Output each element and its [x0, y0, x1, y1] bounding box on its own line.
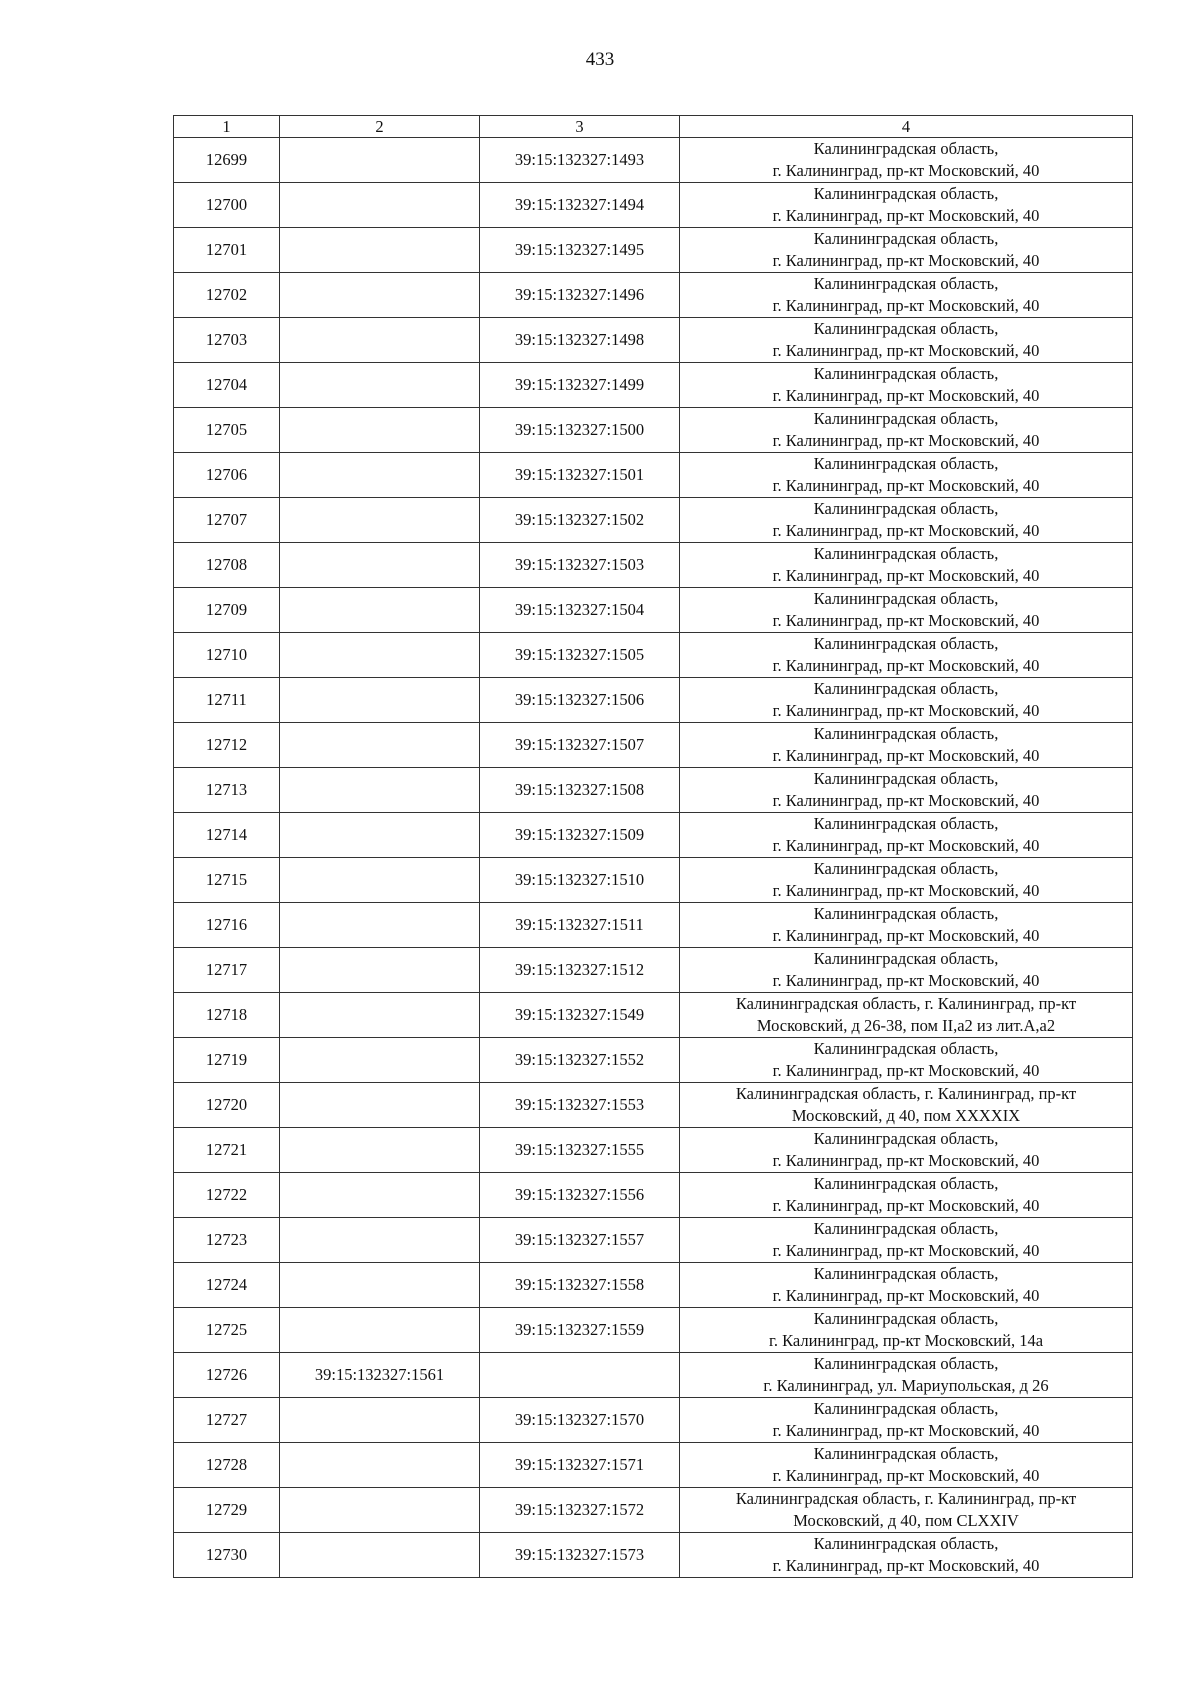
column-2-cell	[280, 1173, 480, 1218]
row-number-cell: 12724	[174, 1263, 280, 1308]
column-2-cell	[280, 183, 480, 228]
cadastral-number-cell: 39:15:132327:1512	[480, 948, 680, 993]
address-line: г. Калининград, пр-кт Московский, 40	[772, 746, 1040, 765]
address-cell	[680, 183, 1133, 228]
column-2-cell	[280, 363, 480, 408]
table-row	[174, 633, 1133, 678]
row-number-cell: 12701	[174, 228, 280, 273]
cadastral-number-cell: 39:15:132327:1570	[480, 1398, 680, 1443]
address-line: Калининградская область,	[813, 544, 999, 563]
address-line: Калининградская область,	[813, 1534, 999, 1553]
column-2-cell	[280, 453, 480, 498]
header-cell-2: 2	[280, 116, 480, 138]
address-line: Калининградская область,	[813, 634, 999, 653]
address-line: г. Калининград, пр-кт Московский, 40	[772, 791, 1040, 810]
column-2-cell	[280, 813, 480, 858]
row-number-cell: 12729	[174, 1488, 280, 1533]
address-cell	[680, 1263, 1133, 1308]
row-number-cell: 12714	[174, 813, 280, 858]
address-line: г. Калининград, пр-кт Московский, 14а	[768, 1331, 1044, 1350]
table-row	[174, 858, 1133, 903]
column-2-cell	[280, 588, 480, 633]
address-cell	[680, 678, 1133, 723]
row-number-cell: 12723	[174, 1218, 280, 1263]
column-2-cell	[280, 408, 480, 453]
address-cell	[680, 1173, 1133, 1218]
row-number-cell: 12716	[174, 903, 280, 948]
column-2-cell	[280, 228, 480, 273]
column-2-cell	[280, 903, 480, 948]
address-cell	[680, 768, 1133, 813]
cadastral-number-cell: 39:15:132327:1508	[480, 768, 680, 813]
address-line: Калининградская область,	[813, 814, 999, 833]
cadastral-number-cell: 39:15:132327:1509	[480, 813, 680, 858]
address-cell	[680, 948, 1133, 993]
table-row	[174, 1533, 1133, 1578]
cadastral-number-cell	[480, 1353, 680, 1398]
address-line: Калининградская область,	[813, 139, 999, 158]
column-2-cell	[280, 498, 480, 543]
address-line: Калининградская область,	[813, 274, 999, 293]
row-number-cell: 12709	[174, 588, 280, 633]
address-line: Калининградская область,	[813, 949, 999, 968]
row-number-cell: 12730	[174, 1533, 280, 1578]
address-cell	[680, 363, 1133, 408]
address-line: Калининградская область,	[813, 1174, 999, 1193]
row-number-cell: 12725	[174, 1308, 280, 1353]
column-2-cell	[280, 1038, 480, 1083]
table-body	[174, 116, 1133, 1578]
cadastral-number-cell: 39:15:132327:1557	[480, 1218, 680, 1263]
cadastral-number-cell: 39:15:132327:1549	[480, 993, 680, 1038]
row-number-cell: 12710	[174, 633, 280, 678]
address-line: г. Калининград, пр-кт Московский, 40	[772, 1241, 1040, 1260]
address-line: Калининградская область,	[813, 904, 999, 923]
row-number-cell: 12706	[174, 453, 280, 498]
table-row	[174, 453, 1133, 498]
address-line: г. Калининград, пр-кт Московский, 40	[772, 476, 1040, 495]
address-cell	[680, 1128, 1133, 1173]
table-row	[174, 678, 1133, 723]
row-number-cell: 12722	[174, 1173, 280, 1218]
address-line: Калининградская область,	[813, 454, 999, 473]
table-row	[174, 1398, 1133, 1443]
header-cell-4: 4	[680, 116, 1133, 138]
column-2-cell	[280, 273, 480, 318]
cadastral-number-cell: 39:15:132327:1504	[480, 588, 680, 633]
column-2-cell	[280, 768, 480, 813]
address-line: Калининградская область,	[813, 499, 999, 518]
address-line: г. Калининград, пр-кт Московский, 40	[772, 1421, 1040, 1440]
column-2-cell	[280, 1398, 480, 1443]
column-2-cell	[280, 1533, 480, 1578]
address-line: Калининградская область,	[813, 679, 999, 698]
address-cell	[680, 273, 1133, 318]
address-line: Калининградская область,	[813, 1309, 999, 1328]
address-line: Калининградская область, г. Калининград, пр-кт	[735, 1084, 1077, 1103]
row-number-cell: 12727	[174, 1398, 280, 1443]
table-row	[174, 498, 1133, 543]
table-row	[174, 813, 1133, 858]
address-line: Калининградская область,	[813, 1444, 999, 1463]
cadastral-number-cell: 39:15:132327:1502	[480, 498, 680, 543]
address-line: Московский, д 26-38, пом II,а2 из лит.А,а2	[756, 1016, 1056, 1035]
address-line: Калининградская область,	[813, 1264, 999, 1283]
address-line: Калининградская область,	[813, 724, 999, 743]
table-row	[174, 228, 1133, 273]
address-line: Калининградская область, г. Калининград, пр-кт	[735, 994, 1077, 1013]
address-line: Калининградская область,	[813, 364, 999, 383]
address-line: г. Калининград, пр-кт Московский, 40	[772, 926, 1040, 945]
table-row	[174, 1488, 1133, 1533]
address-line: г. Калининград, пр-кт Московский, 40	[772, 836, 1040, 855]
row-number-cell: 12699	[174, 138, 280, 183]
cadastral-number-cell: 39:15:132327:1510	[480, 858, 680, 903]
row-number-cell: 12720	[174, 1083, 280, 1128]
address-line: Калининградская область,	[813, 1129, 999, 1148]
address-line: Калининградская область,	[813, 1354, 999, 1373]
address-line: г. Калининград, пр-кт Московский, 40	[772, 431, 1040, 450]
address-line: Калининградская область,	[813, 1399, 999, 1418]
table-row	[174, 723, 1133, 768]
cadastral-number-cell: 39:15:132327:1507	[480, 723, 680, 768]
address-cell	[680, 588, 1133, 633]
column-2-cell	[280, 993, 480, 1038]
address-line: г. Калининград, пр-кт Московский, 40	[772, 1286, 1040, 1305]
address-line: Калининградская область,	[813, 859, 999, 878]
column-2-cell	[280, 1128, 480, 1173]
address-cell	[680, 1398, 1133, 1443]
table-row	[174, 1353, 1133, 1398]
column-2-cell	[280, 678, 480, 723]
address-line: Калининградская область,	[813, 1219, 999, 1238]
cadastral-number-cell: 39:15:132327:1573	[480, 1533, 680, 1578]
cadastral-number-cell: 39:15:132327:1553	[480, 1083, 680, 1128]
table-row	[174, 1218, 1133, 1263]
address-cell	[680, 813, 1133, 858]
row-number-cell: 12726	[174, 1353, 280, 1398]
table-row	[174, 1443, 1133, 1488]
address-line: г. Калининград, пр-кт Московский, 40	[772, 1151, 1040, 1170]
address-line: г. Калининград, пр-кт Московский, 40	[772, 701, 1040, 720]
row-number-cell: 12705	[174, 408, 280, 453]
table-row	[174, 318, 1133, 363]
registry-table	[173, 115, 1133, 1578]
page-number: 433	[585, 49, 615, 70]
address-cell	[680, 1218, 1133, 1263]
address-line: Калининградская область,	[813, 1039, 999, 1058]
cadastral-number-cell: 39:15:132327:1501	[480, 453, 680, 498]
address-cell	[680, 633, 1133, 678]
cadastral-number-cell: 39:15:132327:1505	[480, 633, 680, 678]
column-2-cell	[280, 948, 480, 993]
cadastral-number-cell: 39:15:132327:1556	[480, 1173, 680, 1218]
cadastral-number-cell: 39:15:132327:1559	[480, 1308, 680, 1353]
address-cell	[680, 138, 1133, 183]
cadastral-number-cell: 39:15:132327:1555	[480, 1128, 680, 1173]
address-cell	[680, 723, 1133, 768]
table-row	[174, 768, 1133, 813]
address-line: Калининградская область,	[813, 229, 999, 248]
address-line: Калининградская область, г. Калининград, пр-кт	[735, 1489, 1077, 1508]
address-line: г. Калининград, пр-кт Московский, 40	[772, 1196, 1040, 1215]
column-2-cell	[280, 1263, 480, 1308]
address-line: Калининградская область,	[813, 769, 999, 788]
column-2-cell	[280, 543, 480, 588]
address-cell	[680, 318, 1133, 363]
column-2-cell	[280, 1308, 480, 1353]
column-2-cell	[280, 1083, 480, 1128]
address-cell	[680, 903, 1133, 948]
address-cell	[680, 858, 1133, 903]
address-line: г. Калининград, ул. Мариупольская, д 26	[763, 1376, 1049, 1395]
address-line: г. Калининград, пр-кт Московский, 40	[772, 611, 1040, 630]
cadastral-number-cell: 39:15:132327:1571	[480, 1443, 680, 1488]
address-cell	[680, 1443, 1133, 1488]
cadastral-number-cell: 39:15:132327:1496	[480, 273, 680, 318]
row-number-cell: 12703	[174, 318, 280, 363]
address-cell	[680, 1308, 1133, 1353]
row-number-cell: 12704	[174, 363, 280, 408]
address-line: Калининградская область,	[813, 184, 999, 203]
address-cell	[680, 543, 1133, 588]
row-number-cell: 12712	[174, 723, 280, 768]
cadastral-number-cell: 39:15:132327:1493	[480, 138, 680, 183]
cadastral-number-cell: 39:15:132327:1506	[480, 678, 680, 723]
column-2-cell	[280, 318, 480, 363]
row-number-cell: 12702	[174, 273, 280, 318]
table-row	[174, 273, 1133, 318]
address-cell	[680, 498, 1133, 543]
address-line: г. Калининград, пр-кт Московский, 40	[772, 386, 1040, 405]
address-line: Московский, д 40, пом XXXXIX	[791, 1106, 1021, 1125]
cadastral-number-cell: 39:15:132327:1498	[480, 318, 680, 363]
address-line: г. Калининград, пр-кт Московский, 40	[772, 161, 1040, 180]
cadastral-number-cell: 39:15:132327:1495	[480, 228, 680, 273]
address-line: г. Калининград, пр-кт Московский, 40	[772, 341, 1040, 360]
table-row	[174, 1308, 1133, 1353]
cadastral-number-cell: 39:15:132327:1503	[480, 543, 680, 588]
table-row	[174, 948, 1133, 993]
row-number-cell: 12713	[174, 768, 280, 813]
address-line: Московский, д 40, пом CLXXIV	[793, 1511, 1019, 1530]
table-row	[174, 993, 1133, 1038]
table-row	[174, 588, 1133, 633]
address-cell	[680, 408, 1133, 453]
address-line: г. Калининград, пр-кт Московский, 40	[772, 656, 1040, 675]
column-2-cell	[280, 858, 480, 903]
table-row	[174, 363, 1133, 408]
address-line: г. Калининград, пр-кт Московский, 40	[772, 971, 1040, 990]
header-cell-3: 3	[480, 116, 680, 138]
row-number-cell: 12728	[174, 1443, 280, 1488]
table-row	[174, 903, 1133, 948]
row-number-cell: 12708	[174, 543, 280, 588]
row-number-cell: 12718	[174, 993, 280, 1038]
table-header-row	[174, 116, 1133, 138]
address-cell	[680, 1353, 1133, 1398]
column-2-cell	[280, 723, 480, 768]
column-2-cell	[280, 1488, 480, 1533]
address-line: г. Калининград, пр-кт Московский, 40	[772, 251, 1040, 270]
address-cell	[680, 1488, 1133, 1533]
cadastral-number-cell: 39:15:132327:1494	[480, 183, 680, 228]
row-number-cell: 12717	[174, 948, 280, 993]
table-row	[174, 1263, 1133, 1308]
table-row	[174, 1083, 1133, 1128]
address-cell	[680, 993, 1133, 1038]
address-line: г. Калининград, пр-кт Московский, 40	[772, 1466, 1040, 1485]
row-number-cell: 12719	[174, 1038, 280, 1083]
row-number-cell: 12715	[174, 858, 280, 903]
row-number-cell: 12707	[174, 498, 280, 543]
address-line: Калининградская область,	[813, 319, 999, 338]
cadastral-number-cell: 39:15:132327:1572	[480, 1488, 680, 1533]
address-line: г. Калининград, пр-кт Московский, 40	[772, 296, 1040, 315]
row-number-cell: 12700	[174, 183, 280, 228]
address-line: г. Калининград, пр-кт Московский, 40	[772, 566, 1040, 585]
address-line: г. Калининград, пр-кт Московский, 40	[772, 1556, 1040, 1575]
column-2-cell	[280, 1218, 480, 1263]
address-cell	[680, 453, 1133, 498]
address-line: г. Калининград, пр-кт Московский, 40	[772, 521, 1040, 540]
address-cell	[680, 1533, 1133, 1578]
cadastral-number-cell: 39:15:132327:1499	[480, 363, 680, 408]
table-row	[174, 408, 1133, 453]
address-cell	[680, 1083, 1133, 1128]
cadastral-number-cell: 39:15:132327:1511	[480, 903, 680, 948]
address-line: г. Калининград, пр-кт Московский, 40	[772, 1061, 1040, 1080]
row-number-cell: 12711	[174, 678, 280, 723]
address-line: Калининградская область,	[813, 409, 999, 428]
column-2-cell	[280, 633, 480, 678]
table-row	[174, 183, 1133, 228]
address-line: г. Калининград, пр-кт Московский, 40	[772, 881, 1040, 900]
table-row	[174, 138, 1133, 183]
column-2-cell	[280, 138, 480, 183]
table-row	[174, 543, 1133, 588]
column-2-cell	[280, 1443, 480, 1488]
row-number-cell: 12721	[174, 1128, 280, 1173]
table-row	[174, 1173, 1133, 1218]
cadastral-number-cell: 39:15:132327:1558	[480, 1263, 680, 1308]
address-cell	[680, 228, 1133, 273]
header-cell-1: 1	[174, 116, 280, 138]
column-2-cell: 39:15:132327:1561	[280, 1353, 480, 1398]
address-line: Калининградская область,	[813, 589, 999, 608]
table-row	[174, 1128, 1133, 1173]
address-cell	[680, 1038, 1133, 1083]
cadastral-number-cell: 39:15:132327:1552	[480, 1038, 680, 1083]
table-row	[174, 1038, 1133, 1083]
cadastral-number-cell: 39:15:132327:1500	[480, 408, 680, 453]
address-line: г. Калининград, пр-кт Московский, 40	[772, 206, 1040, 225]
